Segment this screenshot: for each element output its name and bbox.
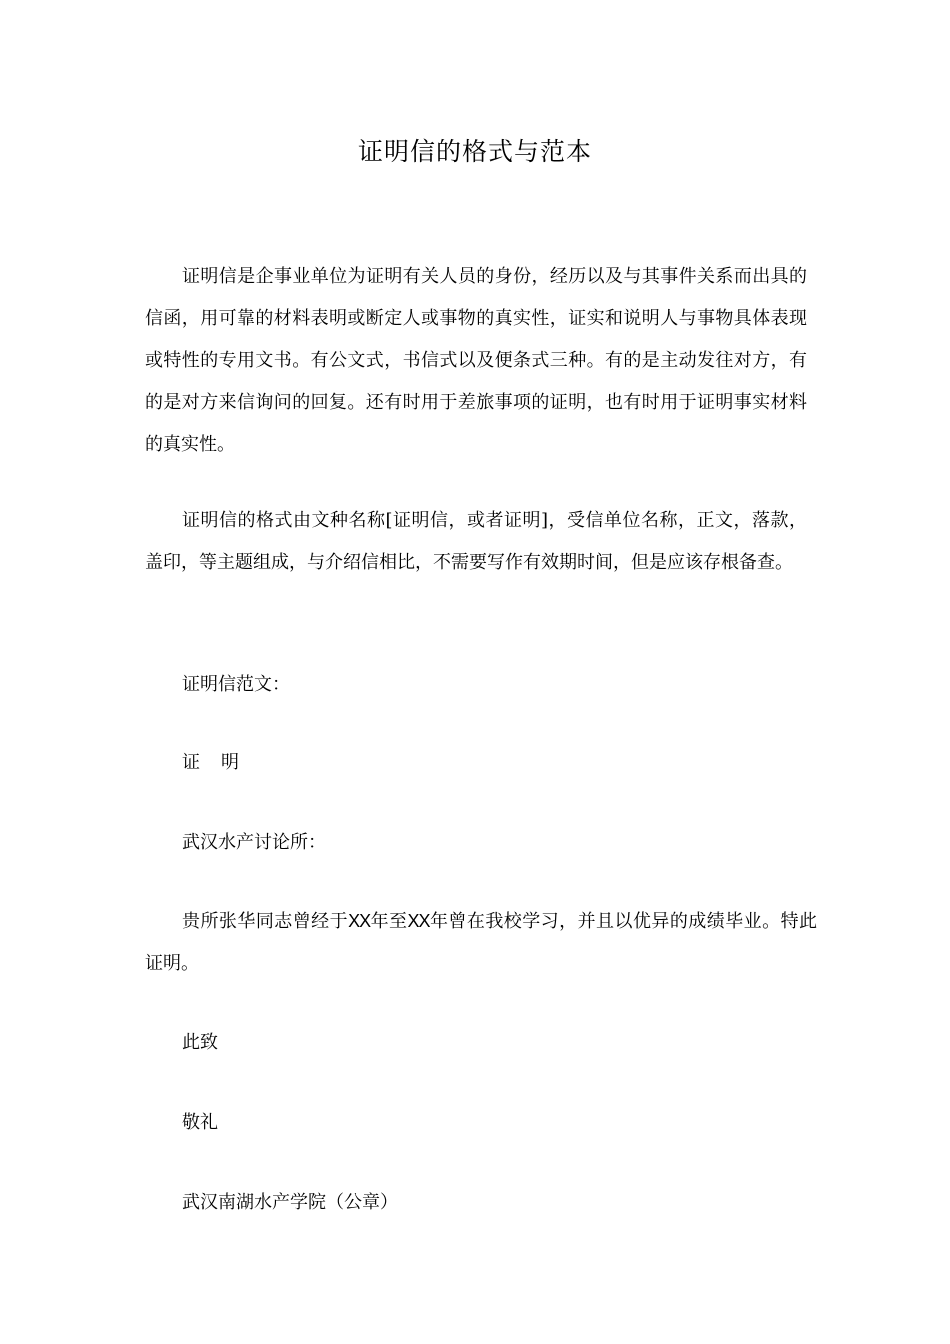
intro-paragraph: 证明信是企事业单位为证明有关人员的身份，经历以及与其事件关系而出具的信函，用可靠的材料表明或断定人或事物的真实性，证实和说明人与事物具体表现或特性的专用文书。有公文式，书信式以及便条式三种。有的是主动发往对方，有的是对方来信询问的回复。还有时用于差旅事项的证明，也有时用于证明事实材料的真实性。 <box>145 266 807 455</box>
body-year-end: XX <box>407 911 430 931</box>
body-paragraph <box>145 900 817 985</box>
sample-heading: 证明 <box>182 752 260 773</box>
body-text-part3: 年曾在我校学习，并且以优异的成绩毕业。特此证明。 <box>145 911 818 974</box>
document-title: 证明信的格式与范本 <box>357 137 592 166</box>
body-year-start: XX <box>348 911 371 931</box>
format-paragraph: 证明信的格式由文种名称[证明信，或者证明]，受信单位名称，正文，落款，盖印，等主题组成，与介绍信相比，不需要写作有效期时间，但是应该存根备查。 <box>145 510 807 573</box>
closing-line-1: 此致 <box>182 1032 218 1053</box>
signature-line: 武汉南湖水产学院（公章） <box>182 1192 398 1213</box>
recipient-line: 武汉水产讨论所： <box>182 832 326 853</box>
closing-line-2: 敬礼 <box>182 1112 218 1133</box>
body-text-part2: 年至 <box>370 911 408 932</box>
body-text-part1: 贵所张华同志曾经于 <box>182 911 349 932</box>
sample-label: 证明信范文： <box>182 674 290 695</box>
